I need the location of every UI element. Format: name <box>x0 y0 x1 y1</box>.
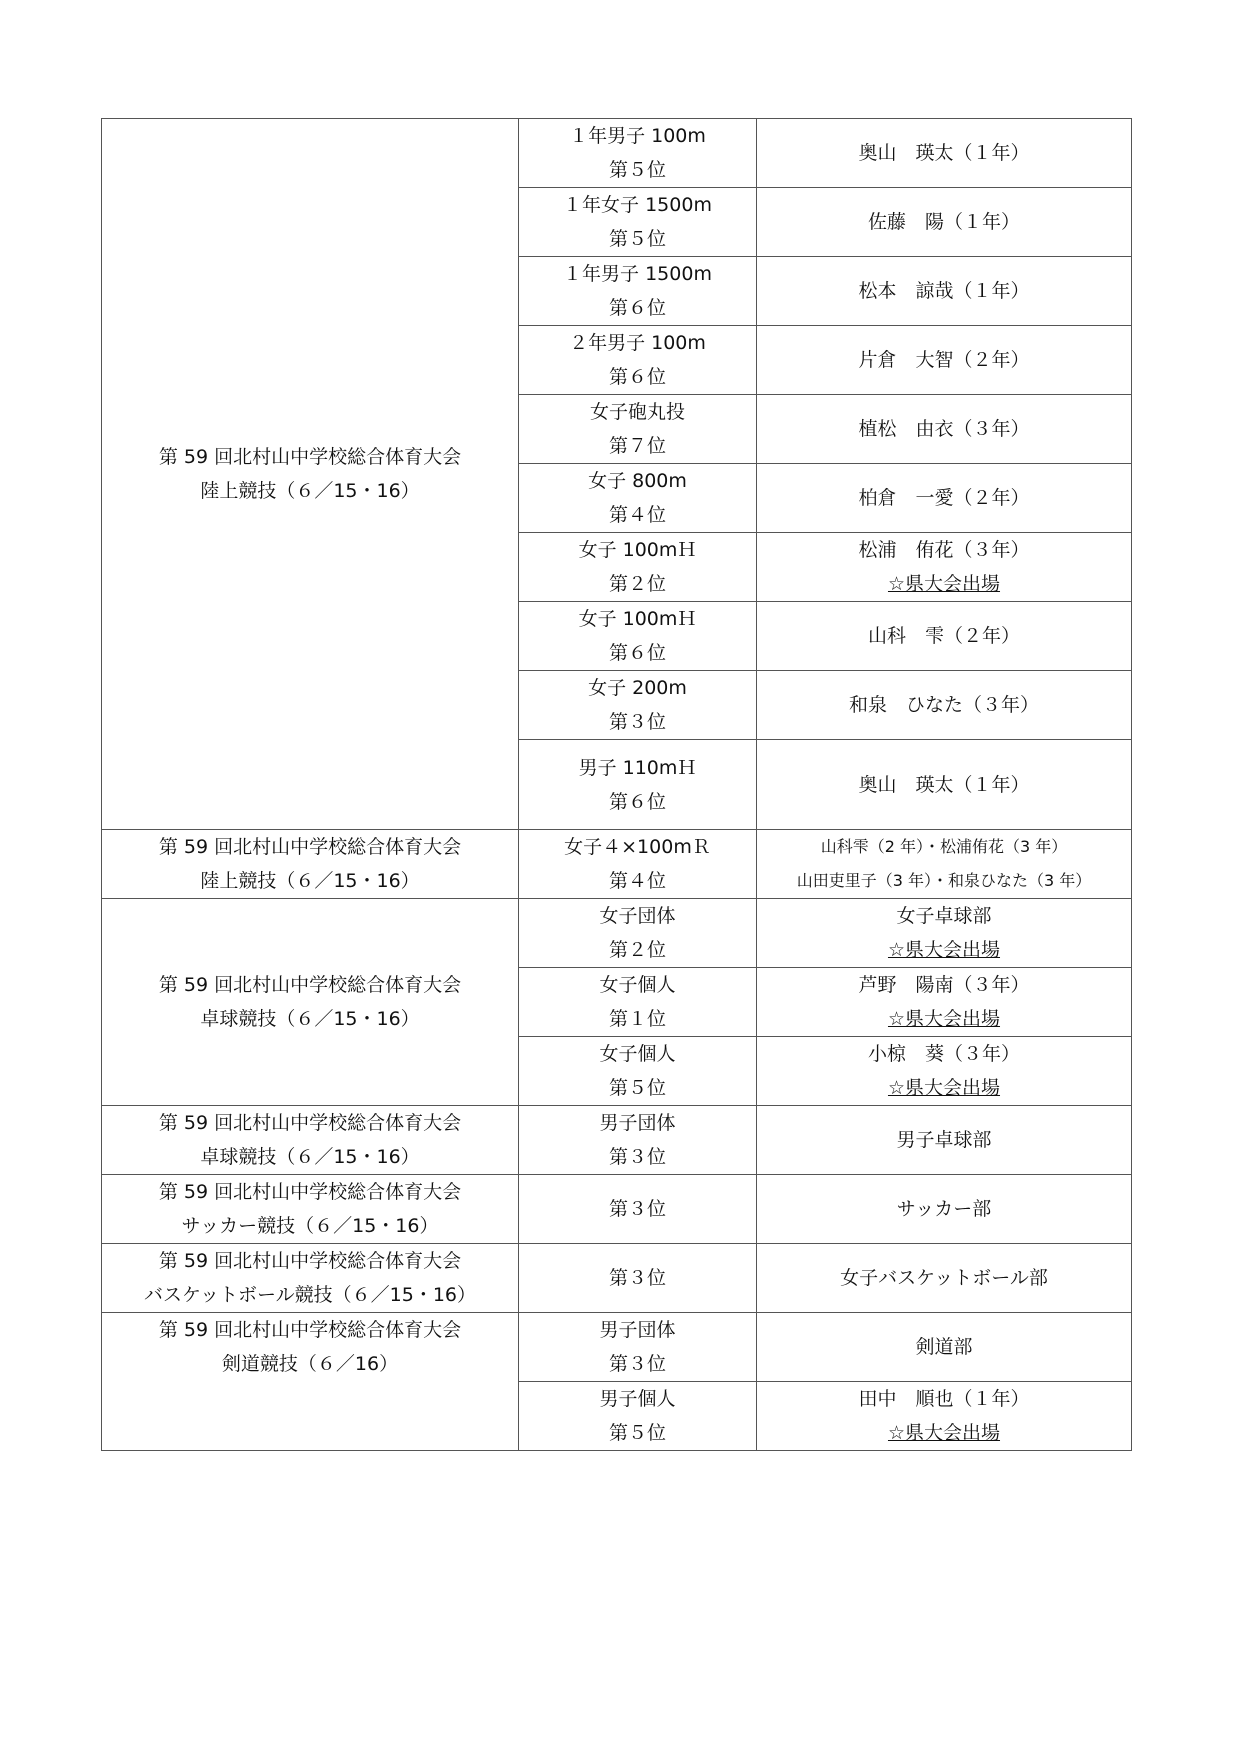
winner-name: 女子卓球部 <box>896 905 992 927</box>
meet-name-line: 第 59 回北村山中学校総合体育大会 <box>158 836 462 858</box>
meet-cell <box>102 1106 519 1175</box>
results-table <box>101 118 1132 1451</box>
event-line: 第２位 <box>608 573 666 595</box>
meet-name-line: 卓球競技（６／15・16） <box>200 1146 420 1168</box>
event-cell <box>519 257 757 326</box>
winner-cell <box>757 830 1132 899</box>
event-cell <box>519 1106 757 1175</box>
winner-cell <box>757 326 1132 395</box>
event-cell <box>519 188 757 257</box>
table-row <box>102 1244 1132 1313</box>
winner-cell <box>757 188 1132 257</box>
winner-cell <box>757 1244 1132 1313</box>
event-cell <box>519 395 757 464</box>
winner-cell <box>757 257 1132 326</box>
meet-cell <box>102 119 519 830</box>
winner-name: 小椋 葵（３年） <box>867 1043 1020 1065</box>
prefectural-qualifier-note: ☆県大会出場 <box>887 939 1001 961</box>
winner-cell <box>757 740 1132 830</box>
prefectural-qualifier-note: ☆県大会出場 <box>887 1077 1001 1099</box>
event-line: 女子砲丸投 <box>589 401 685 423</box>
winner-cell <box>757 395 1132 464</box>
meet-name-line: 卓球競技（６／15・16） <box>200 1008 420 1030</box>
meet-name-line: 第 59 回北村山中学校総合体育大会 <box>158 1181 462 1203</box>
meet-cell <box>102 1175 519 1244</box>
meet-name-line: バスケットボール競技（６／15・16） <box>143 1284 477 1306</box>
event-line: 女子 100mＨ <box>578 608 697 630</box>
event-cell <box>519 464 757 533</box>
winner-name: 田中 順也（１年） <box>858 1388 1030 1410</box>
event-cell <box>519 533 757 602</box>
winner-name: 奥山 瑛太（１年） <box>858 773 1030 796</box>
event-cell <box>519 1244 757 1313</box>
winner-name: 女子バスケットボール部 <box>840 1267 1048 1289</box>
meet-cell <box>102 1313 519 1451</box>
event-cell <box>519 1037 757 1106</box>
table-row <box>102 899 1132 968</box>
prefectural-qualifier-note: ☆県大会出場 <box>887 1008 1001 1030</box>
winner-name: 男子卓球部 <box>896 1129 992 1151</box>
meet-name-line: 第 59 回北村山中学校総合体育大会 <box>158 1112 462 1134</box>
winner-name: 松浦 侑花（３年） <box>858 539 1030 561</box>
winner-name: 剣道部 <box>915 1336 973 1358</box>
event-line: 第６位 <box>608 790 666 813</box>
event-line: １年男子 1500m <box>563 263 712 285</box>
event-line: 女子４×100mＲ <box>564 836 711 858</box>
event-line: 第６位 <box>608 642 666 664</box>
winner-name: 芦野 陽南（３年） <box>858 974 1030 996</box>
meet-cell <box>102 830 519 899</box>
results-table-body <box>102 119 1132 1451</box>
event-cell <box>519 671 757 740</box>
event-line: 第１位 <box>608 1008 666 1030</box>
meet-name-line: サッカー競技（６／15・16） <box>181 1215 439 1237</box>
event-line: 第３位 <box>608 1267 666 1289</box>
event-line: 第６位 <box>608 366 666 388</box>
event-line: 女子 200m <box>588 677 687 699</box>
meet-name-line: 陸上競技（６／15・16） <box>200 480 420 502</box>
winner-cell <box>757 602 1132 671</box>
winner-name: 松本 諒哉（１年） <box>858 280 1030 302</box>
event-line: 第５位 <box>608 159 666 181</box>
event-line: 女子 800m <box>588 470 687 492</box>
meet-name-line: 第 59 回北村山中学校総合体育大会 <box>158 974 462 996</box>
event-line: 第３位 <box>608 1198 666 1220</box>
table-row <box>102 119 1132 188</box>
event-line: 第５位 <box>608 228 666 250</box>
winner-name: 山科 雫（２年） <box>867 625 1020 647</box>
event-cell <box>519 740 757 830</box>
winner-name: 奥山 瑛太（１年） <box>858 142 1030 164</box>
event-cell <box>519 830 757 899</box>
meet-cell <box>102 1244 519 1313</box>
winner-cell <box>757 119 1132 188</box>
winner-cell <box>757 533 1132 602</box>
winner-name: 片倉 大智（２年） <box>858 349 1030 371</box>
meet-name-line: 第 59 回北村山中学校総合体育大会 <box>158 446 462 468</box>
event-cell <box>519 968 757 1037</box>
event-line: 第２位 <box>608 939 666 961</box>
meet-name-line: 剣道競技（６／16） <box>221 1353 399 1375</box>
event-cell <box>519 119 757 188</box>
meet-name-line: 第 59 回北村山中学校総合体育大会 <box>158 1319 462 1341</box>
event-line: 第３位 <box>608 1353 666 1375</box>
winner-name: 山田吏里子（3 年）・和泉ひなた（3 年） <box>796 871 1092 890</box>
event-cell <box>519 1313 757 1382</box>
event-line: １年男子 100m <box>569 125 706 147</box>
event-line: 第３位 <box>608 711 666 733</box>
winner-name: 和泉 ひなた（３年） <box>848 694 1039 716</box>
winner-name: 植松 由衣（３年） <box>858 418 1030 440</box>
event-cell <box>519 326 757 395</box>
winner-name: 山科雫（2 年）・松浦侑花（3 年） <box>820 837 1068 856</box>
winner-cell <box>757 968 1132 1037</box>
prefectural-qualifier-note: ☆県大会出場 <box>887 1422 1001 1444</box>
event-line: 第６位 <box>608 297 666 319</box>
event-line: 男子個人 <box>599 1388 676 1410</box>
event-line: 女子団体 <box>599 905 676 927</box>
winner-cell <box>757 1037 1132 1106</box>
winner-name: 柏倉 一愛（２年） <box>858 487 1030 509</box>
event-line: １年女子 1500m <box>563 194 712 216</box>
winner-cell <box>757 464 1132 533</box>
prefectural-qualifier-note: ☆県大会出場 <box>887 573 1001 595</box>
event-cell <box>519 899 757 968</box>
event-line: 第３位 <box>608 1146 666 1168</box>
event-line: 男子 110mＨ <box>578 756 697 779</box>
winner-cell <box>757 1382 1132 1451</box>
event-cell <box>519 1175 757 1244</box>
event-line: ２年男子 100m <box>569 332 706 354</box>
winner-name: 佐藤 陽（１年） <box>867 211 1020 233</box>
event-line: 第４位 <box>608 870 666 892</box>
winner-cell <box>757 1313 1132 1382</box>
winner-cell <box>757 1106 1132 1175</box>
event-line: 男子団体 <box>599 1112 676 1134</box>
winner-cell <box>757 671 1132 740</box>
event-line: 第４位 <box>608 504 666 526</box>
table-row <box>102 1313 1132 1382</box>
meet-name-line: 第 59 回北村山中学校総合体育大会 <box>158 1250 462 1272</box>
event-line: 第５位 <box>608 1077 666 1099</box>
event-cell <box>519 602 757 671</box>
event-cell <box>519 1382 757 1451</box>
event-line: 第５位 <box>608 1422 666 1444</box>
table-row <box>102 830 1132 899</box>
event-line: 女子個人 <box>599 974 676 996</box>
table-row <box>102 1106 1132 1175</box>
event-line: 女子 100mＨ <box>578 539 697 561</box>
winner-cell <box>757 1175 1132 1244</box>
winner-name: サッカー部 <box>896 1198 992 1220</box>
meet-cell <box>102 899 519 1106</box>
winner-cell <box>757 899 1132 968</box>
meet-name-line: 陸上競技（６／15・16） <box>200 870 420 892</box>
event-line: 女子個人 <box>599 1043 676 1065</box>
event-line: 第７位 <box>608 435 666 457</box>
event-line: 男子団体 <box>599 1319 676 1341</box>
table-row <box>102 1175 1132 1244</box>
